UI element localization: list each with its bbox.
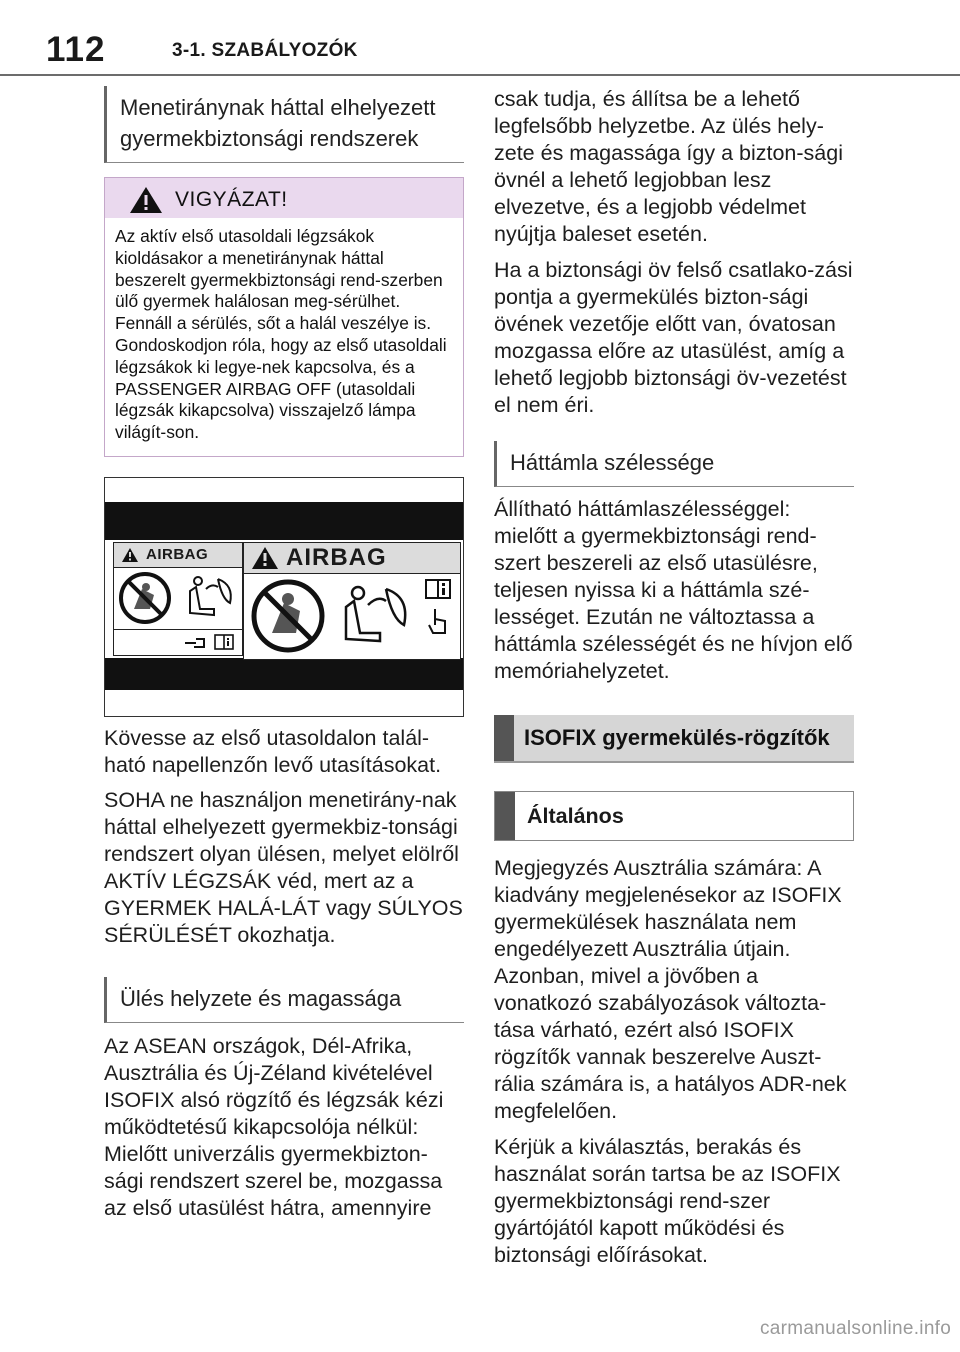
paragraph-backrest: Állítható háttámlaszélességgel: mielőtt a gyermekbiztonsági rend-szert beszereli az első utasülésre, teljesen nyissa ki a háttámla szé-lességet. Ezután ne változtassa a háttámla szélességét és ne hívjon elő memóriahelyzetet.	[494, 497, 853, 683]
manual-book-icon	[425, 579, 451, 599]
warning-triangle-icon	[129, 186, 163, 214]
airbag-label-large-header	[244, 543, 460, 574]
page-header	[0, 0, 960, 76]
paragraph-australia-note: Megjegyzés Ausztrália számára: A kiadvány megjelenésekor az ISOFIX gyermekülések használata nem engedélyezett Ausztrália útjain. Azonban, mivel a jövőben a vonatkozó szabályozások változta-tása várható, ezért alsó ISOFIX rögzítők vannak beszerelve Auszt-rália számára is, a hatályos ADR-nek megfelelően.	[494, 856, 847, 1123]
isofix-heading-marker	[494, 715, 514, 761]
airbag-label-small-header	[114, 543, 242, 568]
general-heading	[494, 791, 854, 841]
warning-header	[105, 178, 463, 218]
subheading-seat-position: Ülés helyzete és magassága	[104, 977, 464, 1023]
airbag-label-large-pictograms	[244, 575, 460, 657]
general-heading-text: Általános	[527, 803, 624, 828]
no-rear-child-seat-icon	[244, 575, 332, 657]
airbag-label-small-text: AIRBAG	[146, 546, 209, 564]
figure-band-top	[105, 502, 463, 540]
paragraph-follow-instructions: Kövesse az első utasoldalon talál-ható napellenzőn levő utasításokat.	[104, 725, 442, 777]
pointing-hand-icon	[184, 635, 206, 649]
airbag-label-large	[243, 542, 461, 660]
page-number: 112	[46, 30, 106, 69]
subheading-backrest-width: Háttámla szélessége	[494, 441, 854, 487]
airbag-label-figure	[104, 477, 464, 717]
right-column	[494, 86, 854, 1269]
paragraph-asean: Az ASEAN országok, Dél-Afrika, Ausztrália és Új-Zéland kivételével ISOFIX alsó rögzítő és légzsák kézi működtetésű kikapcsolója nélkül: Mielőtt univerzális gyermekbizton-sági rendszert szerel be, mozgassa az első utasülést hátra, amennyire	[104, 1033, 444, 1220]
header-divider	[0, 74, 960, 76]
airbag-label-small-pictograms	[114, 569, 242, 627]
watermark: carmanualsonline.info	[760, 1318, 952, 1339]
pointing-hand-icon	[427, 607, 449, 637]
no-rear-child-seat-icon	[114, 569, 178, 627]
warning-triangle-icon	[252, 547, 278, 569]
manual-book-icon	[214, 634, 234, 650]
section-title: 3-1. SZABÁLYOZÓK	[172, 40, 358, 61]
figure-band-bottom	[105, 658, 463, 690]
isofix-heading-text: ISOFIX gyermekülés-rögzítők	[524, 725, 830, 750]
paragraph-belt-anchor: Ha a biztonsági öv felső csatlako-zási pontja a gyermekülés bizton-sági övének vezetője előtt van, óvatosan mozgassa előre az utasülést, amíg a lehető legjobb biztonsági öv-vezetést el nem éri.	[494, 258, 853, 417]
warning-triangle-icon	[122, 548, 138, 562]
isofix-heading	[494, 715, 854, 763]
airbag-seat-icon	[178, 569, 242, 627]
airbag-seat-icon	[332, 575, 418, 657]
airbag-label-small-footer	[114, 629, 242, 654]
left-column	[104, 86, 464, 1222]
subheading-rear-facing: Menetiránynak háttal elhelyezett gyermekbiztonsági rendszerek	[104, 86, 464, 163]
paragraph-never-use: SOHA ne használjon menetirány-nak háttal elhelyezett gyermekbiz-tonsági rendszert olyan ülésen, melyet elölről AKTÍV LÉGZSÁK véd, mert az a GYERMEK HALÁ-LÁT vagy SÚLYOS SÉRÜLÉSÉT okozhatja.	[104, 787, 463, 947]
warning-title: VIGYÁZAT!	[175, 188, 288, 211]
warning-text: Az aktív első utasoldali légzsákok kioldásakor a menetiránynak háttal beszerelt gyermekbiztonsági rend-szerben ülő gyermek halálosan meg-sérülhet. Fennáll a sérülés, sőt a halál veszélye is. Gondoskodjon róla, hogy az első utasoldali légzsákok ki legye-nek kapcsolva, és a PASSENGER AIRBAG OFF (utasoldali légzsák kikapcsolva) visszajelző lámpa világít-son.	[115, 226, 447, 443]
warning-box	[104, 177, 464, 457]
airbag-label-large-side	[418, 575, 458, 657]
paragraph-seat-height: csak tudja, és állítsa be a lehető legfelsőbb helyzetbe. Az ülés hely-zete és magassága így a bizton-sági övnél a lehető legjobban lesz elvezetve, és a legjobb védelmet nyújtja baleset esetén.	[494, 87, 843, 246]
paragraph-manufacturer-instructions: Kérjük a kiválasztás, berakás és használat során tartsa be az ISOFIX gyermekbiztonsági rend-szer gyártójától kapott működési és biztonsági előírásokat.	[494, 1135, 841, 1267]
airbag-label-small	[113, 542, 243, 656]
general-heading-marker	[495, 792, 515, 840]
airbag-label-large-text: AIRBAG	[286, 543, 387, 571]
